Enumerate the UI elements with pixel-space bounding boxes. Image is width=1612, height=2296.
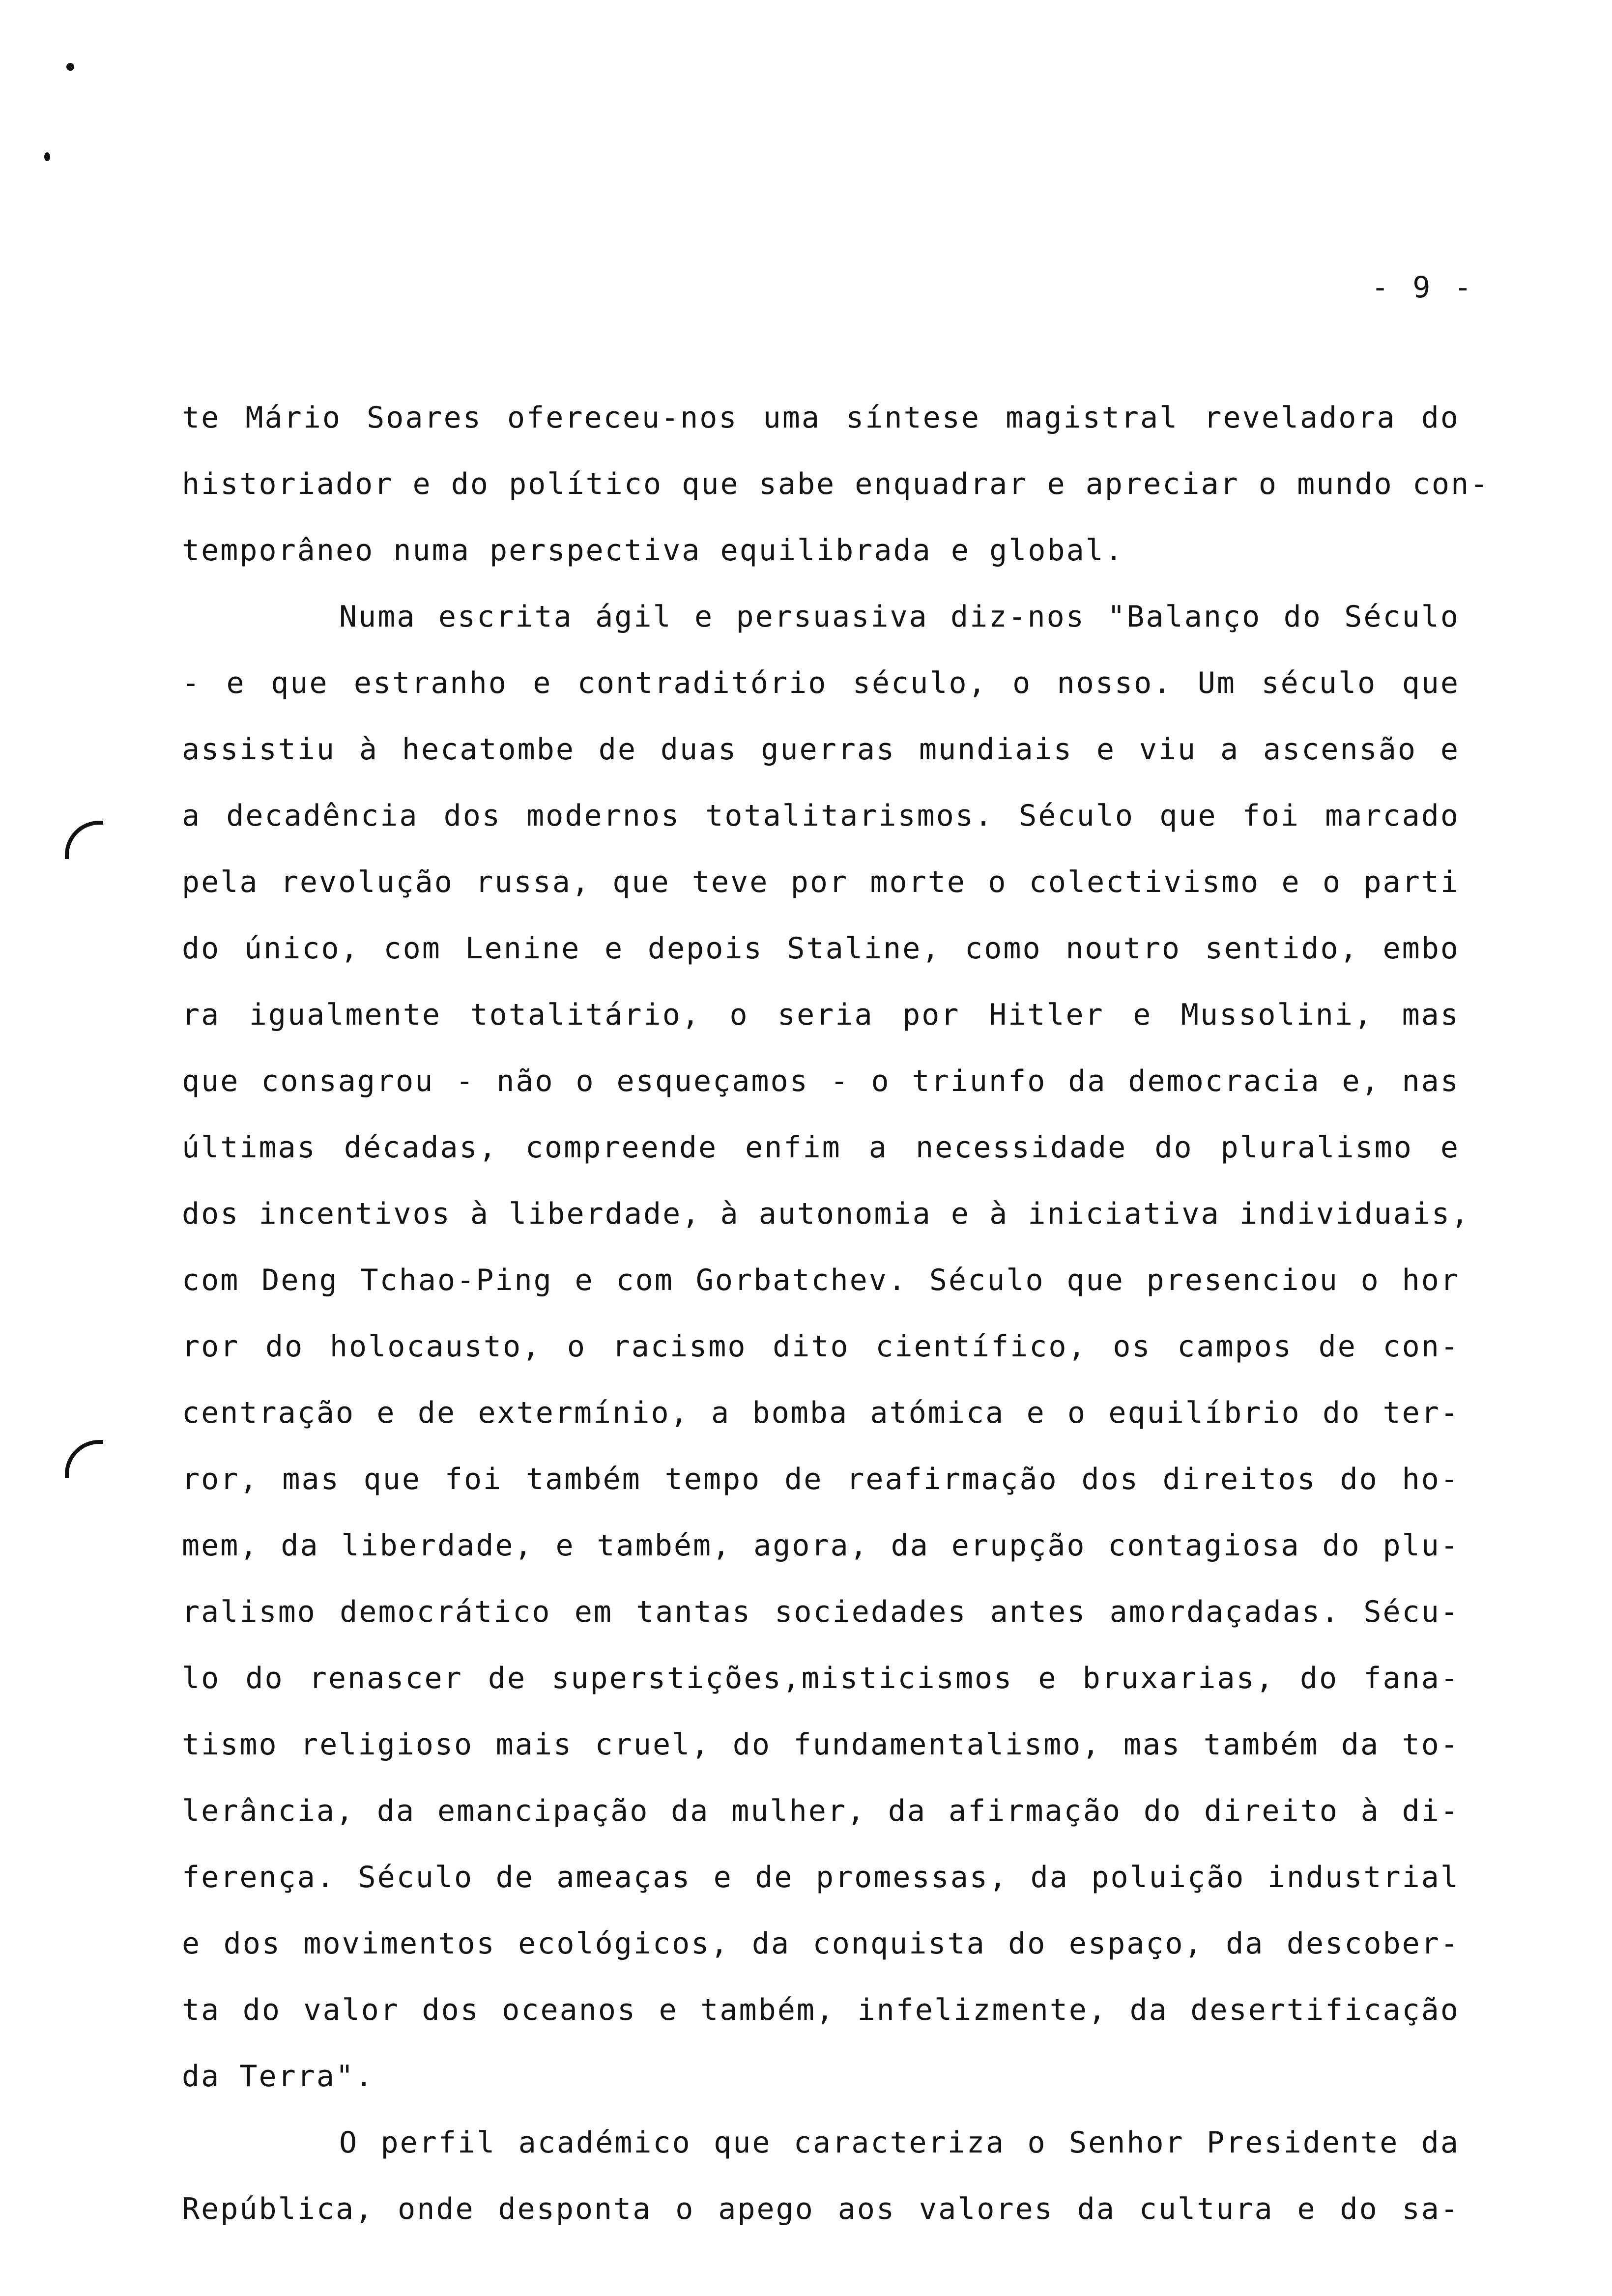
text-line: ralismo democrático em tantas sociedades antes amordaçadas. Sécu-: [182, 1595, 1460, 1629]
text-line: a decadência dos modernos totalitarismos. Século que foi marcado: [182, 799, 1460, 833]
text-line: historiador e do político que sabe enquadrar e apreciar o mundo con-: [182, 467, 1490, 501]
text-line: - e que estranho e contraditório século, o nosso. Um século que: [182, 666, 1460, 700]
text-line: ra igualmente totalitário, o seria por Hitler e Mussolini, mas: [182, 998, 1460, 1032]
punch-mark: [44, 152, 50, 161]
text-line: e dos movimentos ecológicos, da conquista do espaço, da descober-: [182, 1926, 1460, 1961]
text-line: pela revolução russa, que teve por morte o colectivismo e o parti: [182, 865, 1460, 899]
text-line: Numa escrita ágil e persuasiva diz-nos "Balanço do Século: [339, 600, 1460, 634]
text-line: centração e de extermínio, a bomba atómica e o equilíbrio do ter-: [182, 1396, 1460, 1430]
text-line: te Mário Soares ofereceu-nos uma síntese magistral reveladora do: [182, 401, 1460, 435]
binding-mark: [65, 1440, 103, 1478]
text-line: O perfil académico que caracteriza o Senhor Presidente da: [339, 2125, 1460, 2160]
text-line: lo do renascer de superstições,misticismos e bruxarias, do fana-: [182, 1661, 1460, 1695]
text-line: mem, da liberdade, e também, agora, da erupção contagiosa do plu-: [182, 1528, 1460, 1563]
text-line: ferença. Século de ameaças e de promessas, da poluição industrial: [182, 1860, 1460, 1894]
text-line: tismo religioso mais cruel, do fundamentalismo, mas também da to-: [182, 1727, 1460, 1762]
page-number: - 9 -: [1371, 270, 1475, 305]
text-line: lerância, da emancipação da mulher, da afirmação do direito à di-: [182, 1794, 1460, 1828]
text-line: da Terra".: [182, 2059, 374, 2094]
text-line: ta do valor dos oceanos e também, infelizmente, da desertificação: [182, 1993, 1460, 2027]
text-line: dos incentivos à liberdade, à autonomia e à iniciativa individuais,: [182, 1197, 1470, 1231]
binding-mark: [65, 821, 103, 859]
text-line: do único, com Lenine e depois Staline, como noutro sentido, embo: [182, 931, 1460, 966]
text-line: temporâneo numa perspectiva equilibrada e global.: [182, 533, 1124, 568]
text-line: com Deng Tchao-Ping e com Gorbatchev. Século que presenciou o hor: [182, 1263, 1460, 1297]
text-line: ror, mas que foi também tempo de reafirmação dos direitos do ho-: [182, 1462, 1460, 1496]
punch-mark: [66, 63, 74, 71]
text-line: assistiu à hecatombe de duas guerras mundiais e viu a ascensão e: [182, 732, 1460, 767]
text-line: República, onde desponta o apego aos valores da cultura e do sa-: [182, 2192, 1460, 2226]
text-line: ror do holocausto, o racismo dito científico, os campos de con-: [182, 1329, 1460, 1364]
text-line: últimas décadas, compreende enfim a necessidade do pluralismo e: [182, 1130, 1460, 1165]
text-line: que consagrou - não o esqueçamos - o triunfo da democracia e, nas: [182, 1064, 1460, 1098]
